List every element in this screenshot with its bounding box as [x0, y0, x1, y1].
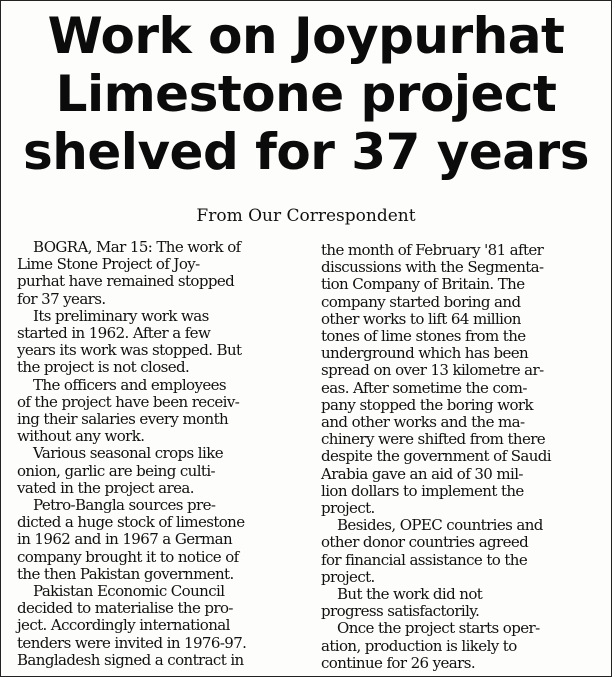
text-line: in 1962 and in 1967 a German: [17, 530, 233, 549]
text-line: the project is not closed.: [17, 358, 190, 377]
text-line: other works to lift 64 million: [321, 309, 521, 328]
text-line: Various seasonal crops like: [33, 444, 223, 463]
text-line: tenders were invited in 1976-97.: [17, 633, 247, 652]
text-line: and other works and the ma-: [321, 413, 525, 432]
headline: [1, 7, 611, 181]
article-column-right: [321, 242, 591, 672]
text-line: The officers and employees: [33, 375, 226, 394]
text-line: BOGRA, Mar 15: The work of: [33, 238, 241, 256]
text-line: of the project have been receiv-: [17, 392, 240, 411]
text-line: lion dollars to implement the: [321, 481, 524, 500]
text-line: project.: [321, 499, 375, 518]
text-line: for financial assistance to the: [321, 550, 528, 569]
headline-line: Work on Joypurhat: [47, 7, 565, 65]
text-line: without any work.: [17, 427, 145, 446]
text-line: Bangladesh signed a contract in: [17, 650, 244, 669]
text-line: eas. After sometime the com-: [321, 378, 527, 397]
text-line: pany stopped the boring work: [321, 395, 533, 414]
headline-line: Limestone project: [55, 65, 557, 123]
text-line: ing their salaries every month: [17, 410, 229, 429]
text-line: project.: [321, 567, 375, 586]
text-line: Besides, OPEC countries and: [337, 516, 543, 535]
text-line: spread on over 13 kilometre ar-: [321, 361, 544, 380]
text-line: for 37 years.: [17, 289, 106, 308]
text-line: ation, production is likely to: [321, 636, 517, 655]
text-line: dicted a huge stock of limestone: [17, 513, 245, 532]
text-line: company brought it to notice of: [17, 547, 239, 566]
text-line: other donor countries agreed: [321, 533, 529, 552]
text-line: Pakistan Economic Council: [33, 582, 225, 601]
text-line: decided to materialise the pro-: [17, 599, 233, 618]
text-line: continue for 26 years.: [321, 653, 475, 672]
text-line: despite the government of Saudi: [321, 447, 551, 466]
text-line: Once the project starts oper-: [337, 619, 540, 638]
text-line: But the work did not: [337, 585, 483, 604]
text-line: Petro-Bangla sources pre-: [33, 496, 216, 515]
text-line: years its work was stopped. But: [17, 341, 242, 360]
text-line: Its preliminary work was: [33, 306, 209, 325]
text-line: discussions with the Segmenta-: [321, 258, 544, 277]
article-column-left: [17, 239, 299, 669]
byline: From Our Correspondent: [196, 206, 416, 226]
text-line: tion Company of Britain. The: [321, 275, 525, 294]
text-line: started in 1962. After a few: [17, 324, 211, 343]
text-line: company started boring and: [321, 292, 521, 311]
text-line: chinery were shifted from there: [321, 430, 546, 449]
headline-line: shelved for 37 years: [23, 123, 589, 181]
text-line: underground which has been: [321, 344, 529, 363]
text-line: vated in the project area.: [17, 478, 194, 497]
text-line: Arabia gave an aid of 30 mil-: [321, 464, 523, 483]
text-line: onion, garlic are being culti-: [17, 461, 216, 480]
text-line: Lime Stone Project of Joy-: [17, 255, 200, 274]
text-line: progress satisfactorily.: [321, 602, 480, 621]
text-line: the then Pakistan government.: [17, 564, 234, 583]
text-line: the month of February '81 after: [321, 241, 544, 259]
text-line: purhat have remained stopped: [17, 272, 235, 291]
text-line: ject. Accordingly international: [17, 616, 230, 635]
text-line: tones of lime stones from the: [321, 327, 526, 346]
